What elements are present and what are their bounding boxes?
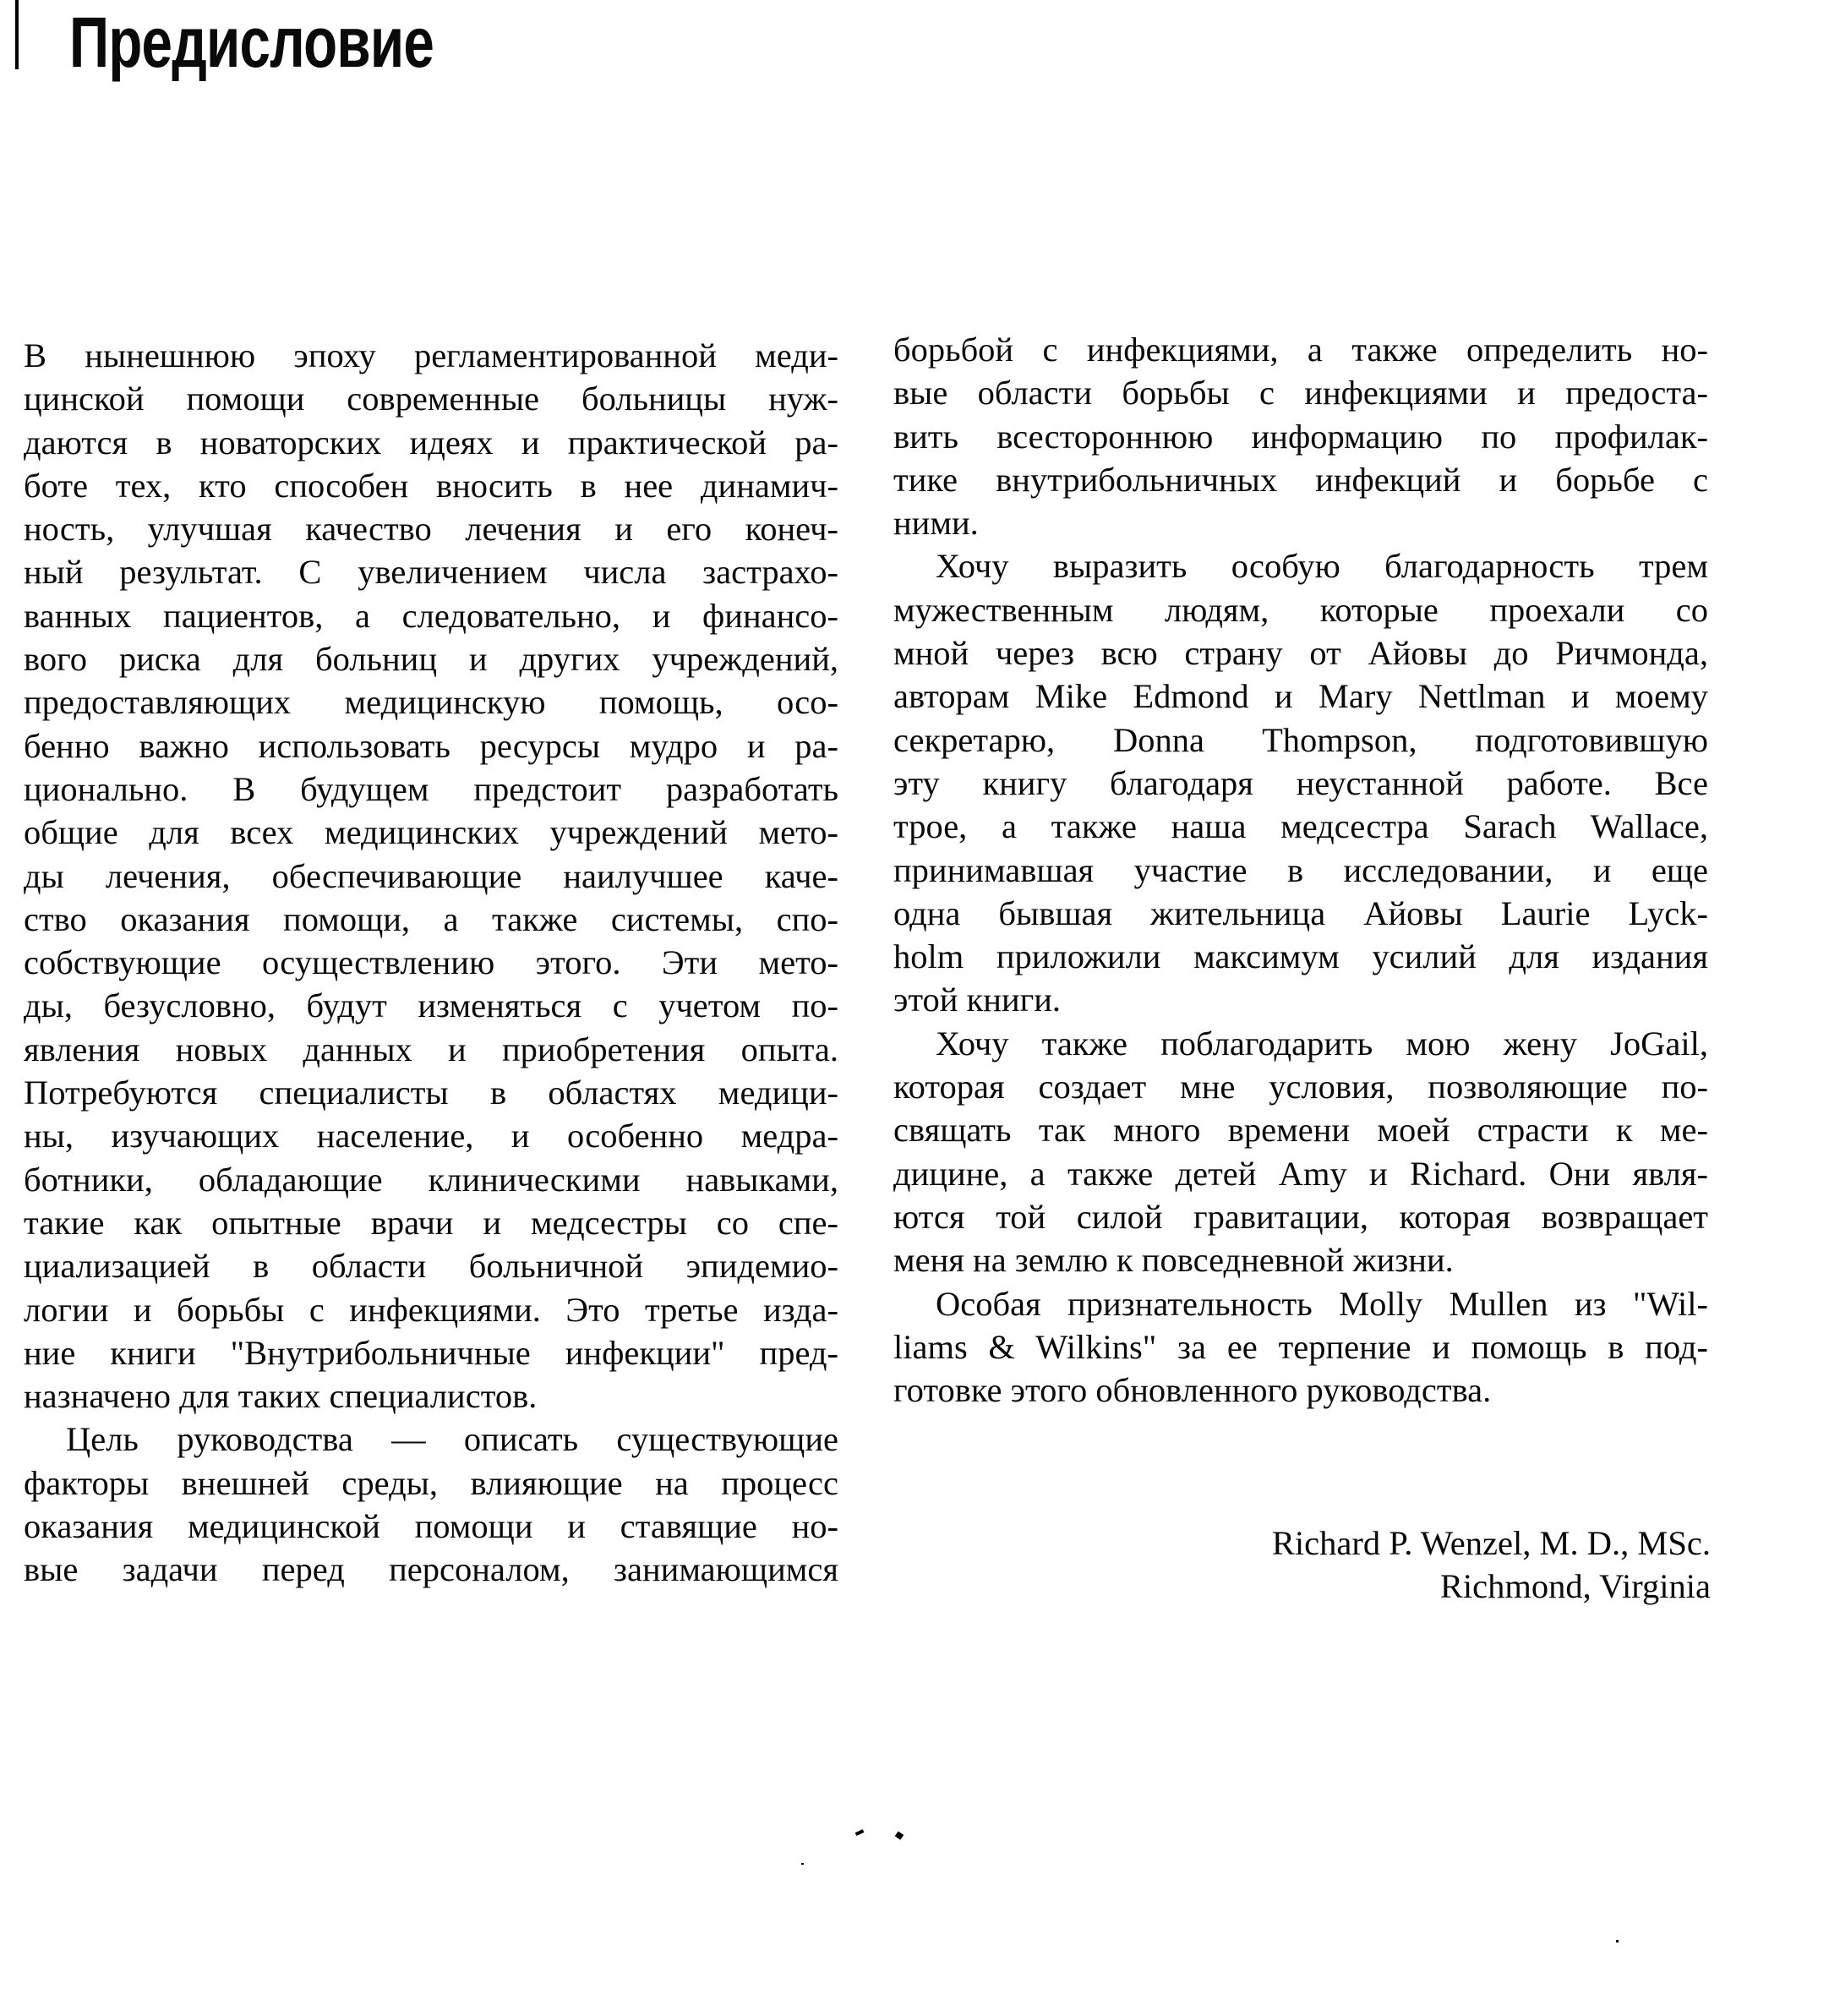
text-line: циализацией в области больничной эпидемио-: [24, 1247, 838, 1286]
paragraph: [893, 1282, 1708, 1412]
page-title: Предисловие: [69, 3, 434, 82]
text-line: Хочу также поблагодарить мою жену JoGail,: [936, 1024, 1708, 1063]
text-line: мужественным людям, которые проехали со: [893, 590, 1708, 629]
text-line: такие как опытные врачи и медсестры со спе-: [24, 1203, 838, 1242]
page-edge-bar: [15, 0, 19, 69]
text-line: ванных пациентов, а следовательно, и финансо-: [24, 596, 838, 635]
text-line: ность, улучшая качество лечения и его конеч-: [24, 510, 838, 549]
text-line: эту книгу благодаря неустанной работе. Все: [893, 763, 1708, 802]
scan-speck: [801, 1863, 804, 1865]
text-line: вить всестороннюю информацию по профилак-: [893, 417, 1708, 456]
text-line: боте тех, кто способен вносить в нее динамич-: [24, 466, 838, 505]
text-line: вого риска для больниц и других учреждений,: [24, 640, 838, 679]
text-line: Потребуются специалисты в областях медици-: [24, 1074, 838, 1112]
text-line: принимавшая участие в исследовании, и еще: [893, 850, 1708, 889]
text-line: ство оказания помощи, а также системы, спо-: [24, 899, 838, 938]
paragraph: [24, 1418, 838, 1591]
text-line: ются той силой гравитации, которая возвращает: [893, 1197, 1708, 1236]
scan-speck: [895, 1831, 904, 1839]
text-line: оказания медицинской помощи и ставящие но-: [24, 1507, 838, 1546]
text-line: мной через всю страну от Айовы до Ричмонда,: [893, 634, 1708, 673]
text-line: вые области борьбы с инфекциями и предоста-: [893, 374, 1708, 412]
text-line: Цель руководства — описать существующие: [66, 1420, 838, 1459]
text-line: ды, безусловно, будут изменяться с учетом по-: [24, 986, 838, 1025]
text-line: свящать так много времени моей страсти к ме-: [893, 1111, 1708, 1150]
text-line: назначено для таких специалистов.: [24, 1377, 538, 1416]
text-line: вые задачи перед персоналом, занимающимся: [24, 1550, 838, 1589]
text-line: Хочу выразить особую благодарность трем: [936, 547, 1708, 586]
text-line: ны, изучающих население, и особенно медра-: [24, 1117, 838, 1156]
text-line: общие для всех медицинских учреждений мето-: [24, 813, 838, 852]
text-line: предоставляющих медицинскую помощь, осо-: [24, 683, 838, 722]
text-line: ними.: [893, 504, 979, 543]
paragraph: [893, 1022, 1708, 1282]
text-line: ционально. В будущем предстоит разработать: [24, 769, 838, 808]
text-line: одна бывшая жительница Айовы Laurie Lyck-: [893, 893, 1708, 932]
text-line: ние книги "Внутрибольничные инфекции" пред-: [24, 1333, 838, 1372]
paragraph: [893, 328, 1708, 544]
text-line: логии и борьбы с инфекциями. Это третье изда-: [24, 1290, 838, 1329]
text-line: дицине, а также детей Amy и Richard. Они явля-: [893, 1154, 1708, 1193]
text-column-left: [24, 334, 838, 1592]
text-column-right: [893, 328, 1708, 1412]
text-line: меня на землю к повседневной жизни.: [893, 1241, 1454, 1280]
signature-name: Richard P. Wenzel, M. D., MSc.: [1271, 1524, 1711, 1562]
text-line: тике внутрибольничных инфекций и борьбе с: [893, 460, 1708, 499]
text-line: Особая признательность Molly Mullen из "Wil-: [936, 1284, 1708, 1323]
text-line: ный результат. С увеличением числа застрахо-: [24, 553, 838, 592]
signature-block: [1272, 1522, 1711, 1608]
text-line: В нынешнюю эпоху регламентированной меди-: [24, 336, 838, 374]
text-line: собствующие осуществлению этого. Эти мето-: [24, 943, 838, 982]
text-line: явления новых данных и приобретения опыта.: [24, 1030, 838, 1068]
text-line: цинской помощи современные больницы нуж-: [24, 380, 838, 418]
paragraph: [24, 334, 838, 1418]
text-line: трое, а также наша медсестра Sarach Wallace,: [893, 807, 1708, 846]
text-line: ботники, обладающие клиническими навыками,: [24, 1160, 838, 1199]
text-line: которая создает мне условия, позволяющие по-: [893, 1068, 1708, 1106]
text-line: секретарю, Donna Thompson, подготовившую: [893, 720, 1708, 759]
text-line: этой книги.: [893, 981, 1062, 1019]
text-line: бенно важно использовать ресурсы мудро и ра-: [24, 726, 838, 765]
paragraph: [893, 544, 1708, 1021]
text-line: даются в новаторских идеях и практической ра-: [24, 423, 838, 462]
text-line: факторы внешней среды, влияющие на процесс: [24, 1463, 838, 1502]
text-line: готовке этого обновленного руководства.: [893, 1371, 1492, 1410]
scan-speck: [1616, 1940, 1619, 1942]
text-line: авторам Mike Edmond и Mary Nettlman и моему: [893, 677, 1708, 716]
text-line: борьбой с инфекциями, а также определить но-: [893, 331, 1708, 369]
scan-speck: [855, 1829, 865, 1836]
text-line: holm приложили максимум усилий для издания: [893, 937, 1708, 976]
text-line: liams & Wilkins" за ее терпение и помощь в под-: [893, 1327, 1708, 1366]
text-line: ды лечения, обеспечивающие наилучшее каче-: [24, 856, 838, 895]
signature-location: Richmond, Virginia: [1439, 1567, 1711, 1605]
